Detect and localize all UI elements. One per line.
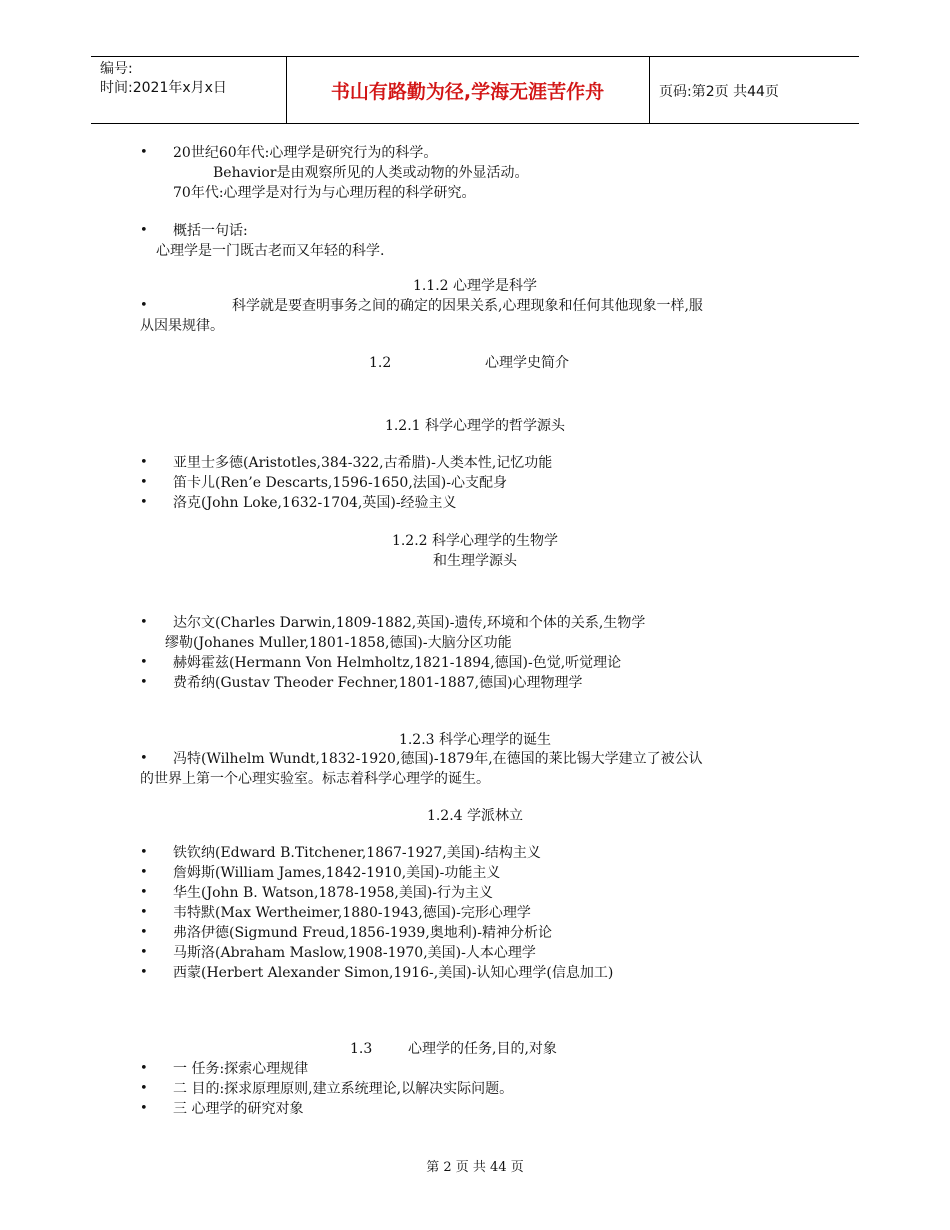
bullet: • — [140, 615, 148, 630]
list-item: 二 目的:探求原理原则,建立系统理论,以解决实际问题。 — [173, 1081, 514, 1097]
paragraph-line: 20世纪60年代:心理学是研究行为的科学。 — [173, 145, 438, 161]
list-item: 缪勒(Johanes Muller,1801-1858,德国)-大脑分区功能 — [165, 635, 512, 651]
bullet: • — [140, 298, 148, 313]
bullet: • — [140, 495, 148, 510]
list-item: 弗洛伊德(Sigmund Freud,1856-1939,奥地利)-精神分析论 — [173, 925, 552, 941]
section-heading-1-3-title: 心理学的任务,目的,对象 — [408, 1041, 557, 1057]
list-item: 达尔文(Charles Darwin,1809-1882,英国)-遗传,环境和个体的关系,生物学 — [173, 615, 646, 631]
paragraph-line: 冯特(Wilhelm Wundt,1832-1920,德国)-1879年,在德国的莱比锡大学建立了被公认 — [173, 751, 703, 767]
list-item: 一 任务:探索心理规律 — [173, 1061, 309, 1077]
bullet: • — [140, 865, 148, 880]
list-item: 铁钦纳(Edward B.Titchener,1867-1927,美国)-结构主义 — [173, 845, 541, 861]
list-item: 詹姆斯(William James,1842-1910,美国)-功能主义 — [173, 865, 501, 881]
page-header — [91, 56, 859, 124]
bullet: • — [140, 885, 148, 900]
list-item: 亚里士多德(Aristotles,384-322,古希腊)-人类本性,记忆功能 — [173, 455, 553, 471]
list-item: 华生(John B. Watson,1878-1958,美国)-行为主义 — [173, 885, 494, 901]
list-item: 马斯洛(Abraham Maslow,1908-1970,美国)-人本心理学 — [173, 945, 536, 961]
document-number-label: 编号: — [100, 61, 133, 77]
paragraph-line: 的世界上第一个心理实验室。标志着科学心理学的诞生。 — [140, 771, 490, 787]
section-heading-1-1-2: 1.1.2 心理学是科学 — [412, 278, 538, 294]
header-page-info: 页码:第2页 共44页 — [659, 84, 779, 100]
section-heading-1-2-4: 1.2.4 学派林立 — [426, 808, 524, 824]
bullet: • — [140, 145, 148, 160]
list-item: 韦特默(Max Wertheimer,1880-1943,德国)-完形心理学 — [173, 905, 531, 921]
bullet: • — [140, 845, 148, 860]
section-heading-1-2-2: 1.2.2 科学心理学的生物学 — [391, 533, 559, 549]
list-item: 笛卡儿(Ren’e Descarts,1596-1650,法国)-心支配身 — [173, 475, 507, 491]
bullet: • — [140, 905, 148, 920]
bullet: • — [140, 455, 148, 470]
bullet: • — [140, 1061, 148, 1076]
list-item: 三 心理学的研究对象 — [173, 1101, 304, 1117]
paragraph-line: 科学就是要查明事务之间的确定的因果关系,心理现象和任何其他现象一样,服 — [232, 298, 703, 314]
paragraph-line: Behavior是由观察所见的人类或动物的外显活动。 — [213, 165, 529, 181]
bullet: • — [140, 655, 148, 670]
bullet: • — [140, 675, 148, 690]
section-heading-1-2-3: 1.2.3 科学心理学的诞生 — [398, 732, 552, 748]
paragraph-line: 心理学是一门既古老而又年轻的科学. — [156, 243, 385, 259]
paragraph-line: 70年代:心理学是对行为与心理历程的科学研究。 — [173, 185, 476, 201]
section-heading-1-2-title: 心理学史简介 — [485, 355, 569, 371]
bullet: • — [140, 1101, 148, 1116]
header-motto: 书山有路勤为径,学海无涯苦作舟 — [330, 81, 605, 103]
bullet: • — [140, 965, 148, 980]
header-meta — [100, 60, 227, 98]
bullet: • — [140, 925, 148, 940]
bullet: • — [140, 1081, 148, 1096]
document-time-label: 时间:2021年x月x日 — [100, 80, 227, 96]
section-heading-1-2-1: 1.2.1 科学心理学的哲学源头 — [384, 418, 566, 434]
section-heading-1-3-number: 1.3 — [350, 1041, 373, 1057]
page-footer: 第 2 页 共 44 页 — [426, 1160, 524, 1175]
bullet: • — [140, 475, 148, 490]
list-item: 费希纳(Gustav Theoder Fechner,1801-1887,德国)心理物理学 — [173, 675, 583, 691]
section-heading-1-2-number: 1.2 — [369, 355, 392, 371]
paragraph-line: 概括一句话: — [173, 223, 248, 239]
list-item: 西蒙(Herbert Alexander Simon,1916-,美国)-认知心理学(信息加工) — [173, 965, 614, 981]
list-item: 洛克(John Loke,1632-1704,英国)-经验主义 — [173, 495, 457, 511]
bullet: • — [140, 945, 148, 960]
bullet: • — [140, 751, 148, 766]
paragraph-line: 从因果规律。 — [140, 318, 224, 334]
bullet: • — [140, 223, 148, 238]
section-heading-1-2-2-line2: 和生理学源头 — [433, 553, 517, 569]
header-divider — [649, 57, 650, 123]
list-item: 赫姆霍兹(Hermann Von Helmholtz,1821-1894,德国)-色觉,听觉理论 — [173, 655, 622, 671]
